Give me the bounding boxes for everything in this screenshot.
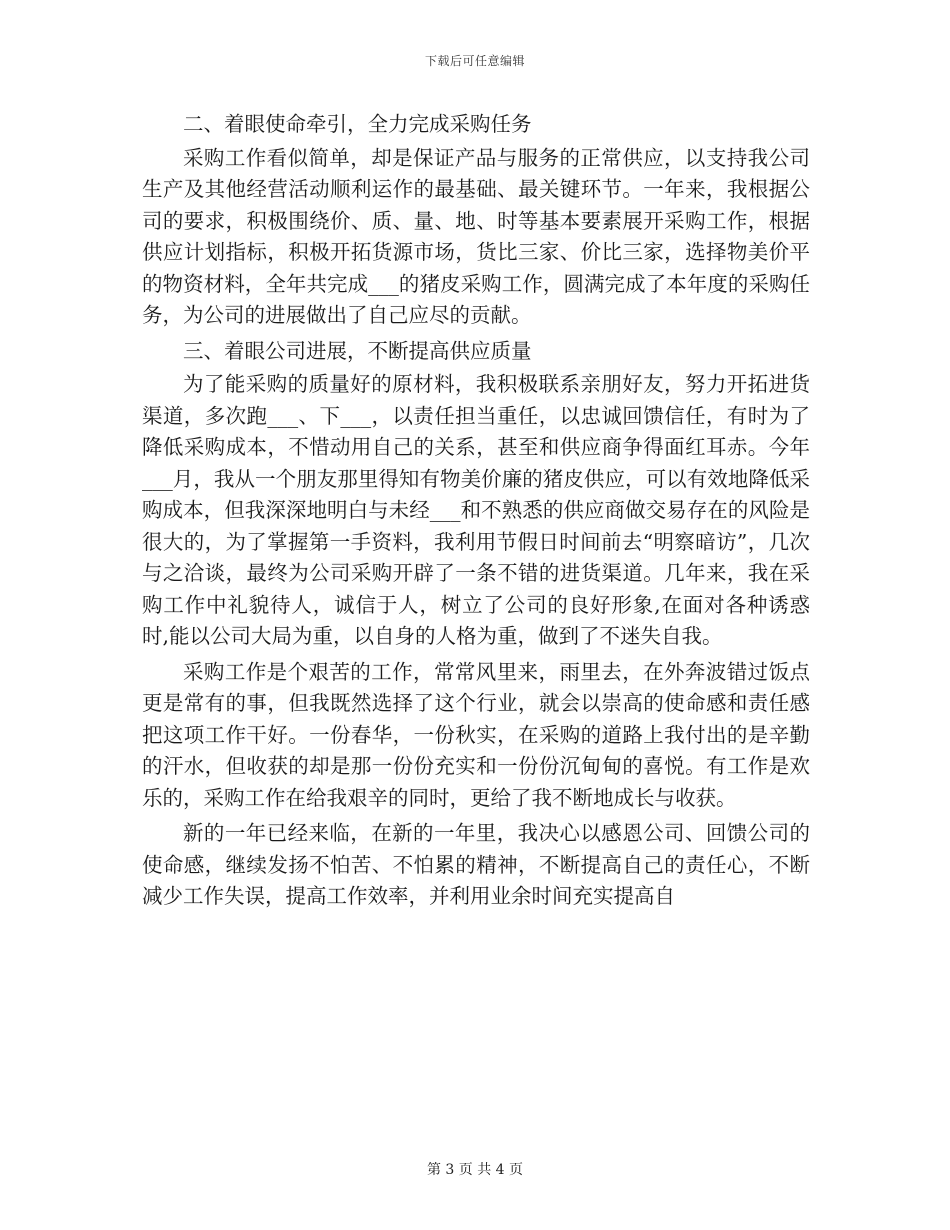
section-heading-2: 二、着眼使命牵引，全力完成采购任务	[183, 112, 532, 136]
paragraph-3: 采购工作是个艰苦的工作，常常风里来，雨里去，在外奔波错过饭点更是常有的事，但我既然选择了这个行业，就会以崇高的使命感和责任感把这项工作干好。一份春华，一份秋实，在采购的道路上我付出的是辛勤的汗水，但收获的却是那一份份充实和一份份沉甸甸的喜悦。有工作是欢乐的，采购工作在给我艰辛的同时，更给了我不断地成长与收获。	[142, 659, 810, 810]
section-heading-3: 三、着眼公司进展，不断提高供应质量	[183, 338, 532, 363]
page-header: 下载后可任意编辑	[424, 54, 525, 68]
paragraph-4: 新的一年已经来临，在新的一年里，我决心以感恩公司、回馈公司的使命感，继续发扬不怕苦、不怕累的精神，不断提高自己的责任心，不断减少工作失误，提高工作效率，并利用业余时间充实提高自	[142, 821, 810, 908]
page-footer: 第 3 页 共 4 页	[426, 1162, 524, 1178]
paragraph-2: 为了能采购的质量好的原材料，我积极联系亲朋好友，努力开拓进货渠道，多次跑___、下___，以责任担当重任，以忠诚回馈信任，有时为了降低采购成本，不惜动用自己的关系，甚至和供应商争得面红耳赤。今年___月，我从一个朋友那里得知有物美价廉的猪皮供应，可以有效地降低采购成本，但我深深地明白与未经___和不熟悉的供应商做交易存在的风险是很大的，为了掌握第一手资料，我利用节假日时间前去“明察暗访”，几次与之洽谈，最终为公司采购开辟了一条不错的进货渠道。几年来，我在采购工作中礼貌待人，诚信于人，树立了公司的良好形象,在面对各种诱惑时,能以公司大局为重，以自身的人格为重，做到了不迷失自我。	[142, 372, 810, 648]
document-body	[142, 109, 810, 917]
paragraph-1: 采购工作看似简单，却是保证产品与服务的正常供应，以支持我公司生产及其他经营活动顺利运作的最基础、最关键环节。一年来，我根据公司的要求，积极围绕价、质、量、地、时等基本要素展开采购工作，根据供应计划指标，积极开拓货源市场，货比三家、价比三家，选择物美价平的物资材料，全年共完成___的猪皮采购工作，圆满完成了本年度的采购任务，为公司的进展做出了自己应尽的贡献。	[142, 145, 810, 327]
